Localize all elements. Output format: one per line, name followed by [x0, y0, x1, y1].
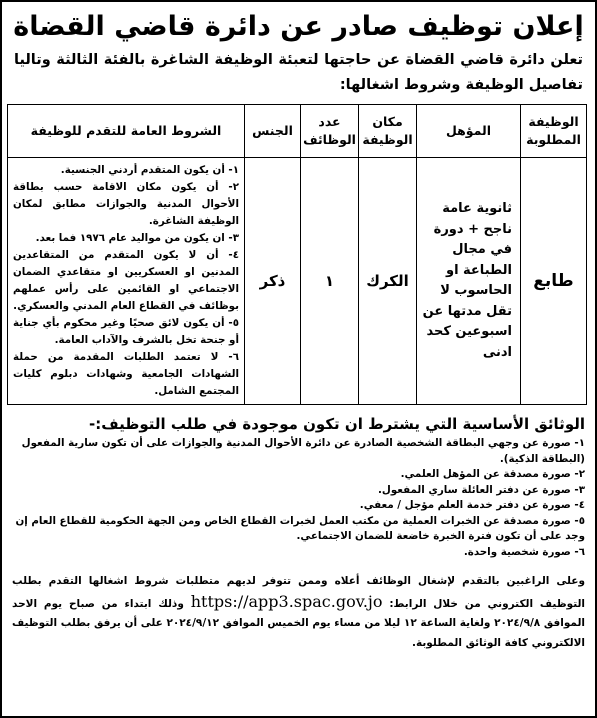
table-row — [8, 158, 587, 405]
documents-list — [2, 436, 595, 560]
list-item: ٥- صورة مصدقة عن الخبرات العملية من مكتب العمل لخبرات القطاع الخاص ومن الجهة الحكومية للقطاع العام إن وجد على أن تكون فترة الخبرة خاضعة للضمان الاجتماعي. — [15, 514, 585, 542]
condition-item: ٥- أن يكون لائق صحيًا وغير محكوم بأي جناية أو جنحة تخل بالشرف والآداب العامة. — [13, 317, 239, 346]
header-count: عدد الوظائف — [301, 105, 359, 158]
header-gender: الجنس — [245, 105, 301, 158]
list-item: ٦- صورة شخصية واحدة. — [463, 545, 585, 558]
table-header-row — [8, 105, 587, 158]
jobs-table — [7, 104, 587, 405]
condition-item: ١- أن يكون المتقدم أردني الجنسية. — [60, 164, 239, 176]
list-item: ٣- صورة عن دفتر العائلة ساري المفعول. — [378, 483, 585, 496]
header-location: مكان الوظيفة — [359, 105, 417, 158]
application-link[interactable]: https://app3.spac.gov.jo — [190, 591, 383, 611]
header-qualification: المؤهل — [417, 105, 521, 158]
cell-conditions — [8, 158, 245, 405]
cell-count: ١ — [301, 158, 359, 405]
condition-item: ٤- أن لا يكون المتقدم من المتقاعدين المدنين او العسكريين او متقاعدي الضمان الاجتماعي او القائمين على رأس عملهم بوظائف في القطاع العام المدني والعسكري. — [13, 249, 239, 312]
application-instructions — [12, 572, 585, 653]
intro-paragraph: تعلن دائرة قاضي القضاة عن حاجتها لتعبئة الوظيفة الشاغرة بالفئة الثالثة وتاليا تفاصيل الوظيفة وشروط اشغالها: — [14, 52, 583, 93]
condition-item: ٢- أن يكون مكان الاقامة حسب بطاقة الأحوال المدنية والجوازات مطابق لمكان الوظيفة الشاغرة. — [13, 181, 239, 227]
instructions-text-end: وذلك ابتداء من صباح يوم الاحد الموافق ٢٠٢٤/٩/٨ ولغاية الساعة ١٢ ليلا من مساء يوم الخميس الموافق ٢٠٢٤/٩/١٢ على أن يرفق بطلب التوظيف الالكتروني كافة الوثائق المطلوبة. — [12, 597, 585, 649]
instructions-text-start: وعلى الراغبين بالتقدم لإشغال الوظائف أعلاه وممن تتوفر لديهم متطلبات شروط اشغالها التقدم بطلب التوظيف الكتروني من خلال الرابط: — [12, 575, 586, 610]
cell-qualification: ثانوية عامة ناجح + دورة في مجال الطباعة او الحاسوب لا تقل مدتها عن اسبوعين كحد ادنى — [417, 158, 521, 405]
header-job: الوظيفة المطلوبة — [521, 105, 587, 158]
condition-item: ٦- لا تعتمد الطلبات المقدمة من حملة الشهادات الجامعية وشهادات دبلوم كليات المجتمع الشامل. — [13, 351, 239, 397]
condition-item: ٣- ان يكون من مواليد عام ١٩٧٦ فما بعد. — [35, 232, 239, 244]
cell-location: الكرك — [359, 158, 417, 405]
list-item: ٤- صورة عن دفتر خدمة العلم مؤجل / معفي. — [359, 499, 585, 511]
documents-heading: الوثائق الأساسية التي يشترط ان تكون موجودة في طلب التوظيف:- — [89, 415, 585, 433]
page-title: إعلان توظيف صادر عن دائرة قاضي القضاة — [13, 11, 584, 42]
cell-job-title: طابع — [521, 158, 587, 405]
list-item: ٢- صورة مصدقة عن المؤهل العلمي. — [400, 468, 585, 480]
header-conditions: الشروط العامة للتقدم للوظيفة — [8, 105, 245, 158]
list-item: ١- صورة عن وجهي البطاقة الشخصية الصادرة عن دائرة الأحوال المدنية والجوازات على أن تكون سارية المفعول (البطاقة الذكية). — [21, 437, 585, 465]
cell-gender: ذكر — [245, 158, 301, 405]
